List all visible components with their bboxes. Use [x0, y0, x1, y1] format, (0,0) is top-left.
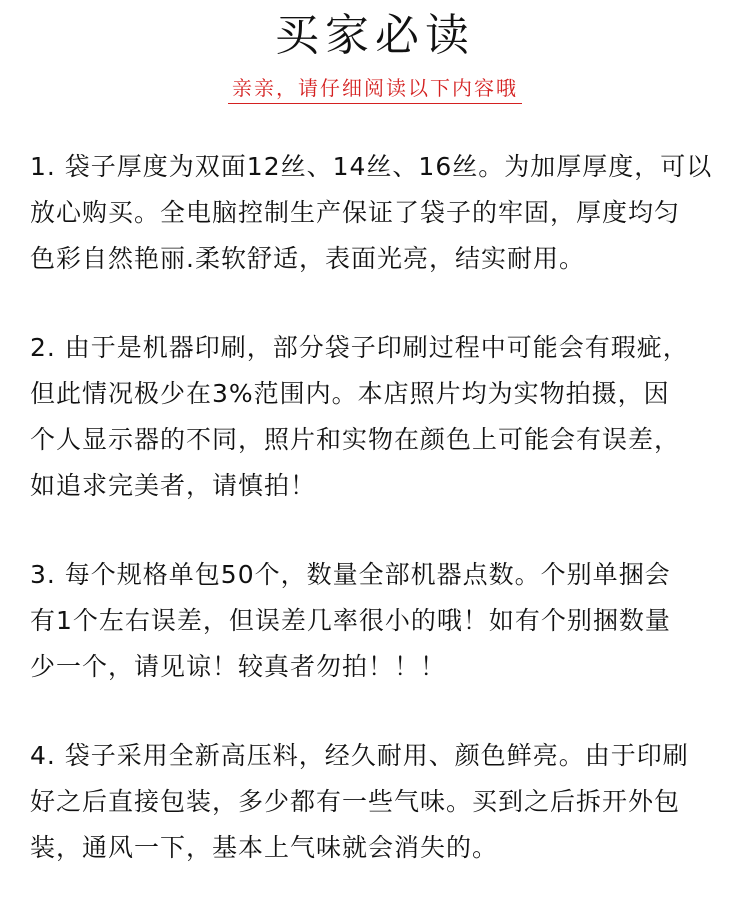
notice-2 — [30, 325, 734, 509]
notice-line: 少一个，请见谅！较真者勿拍！！！ — [30, 652, 447, 681]
notice-list — [30, 144, 734, 914]
notice-4 — [30, 733, 734, 871]
notice-line: 如追求完美者，请慎拍！ — [30, 471, 317, 500]
notice-line: 好之后直接包装，多少都有一些气味。买到之后拆开外包 — [30, 787, 681, 816]
notice-line: 4. 袋子采用全新高压料，经久耐用、颜色鲜亮。由于印刷 — [30, 741, 689, 770]
notice-line: 3. 每个规格单包50个，数量全部机器点数。个别单捆会 — [30, 560, 671, 589]
notice-line: 色彩自然艳丽.柔软舒适，表面光亮，结实耐用。 — [30, 244, 585, 273]
notice-line: 1. 袋子厚度为双面12丝、14丝、16丝。为加厚厚度，可以 — [30, 152, 713, 181]
notice-3 — [30, 552, 734, 690]
notice-line: 个人显示器的不同，照片和实物在颜色上可能会有误差， — [30, 425, 681, 454]
notice-line: 2. 由于是机器印刷，部分袋子印刷过程中可能会有瑕疵， — [30, 333, 689, 362]
subtitle-container — [0, 74, 750, 104]
notice-line: 放心购买。全电脑控制生产保证了袋子的牢固，厚度均匀 — [30, 198, 681, 227]
notice-line: 但此情况极少在3%范围内。本店照片均为实物拍摄，因 — [30, 379, 670, 408]
notice-line: 有1个左右误差，但误差几率很小的哦！如有个别捆数量 — [30, 606, 671, 635]
page-title: 买家必读 — [275, 10, 475, 61]
notice-1 — [30, 144, 734, 282]
subtitle: 亲亲，请仔细阅读以下内容哦 — [228, 74, 522, 104]
notice-line: 装，通风一下，基本上气味就会消失的。 — [30, 833, 499, 862]
